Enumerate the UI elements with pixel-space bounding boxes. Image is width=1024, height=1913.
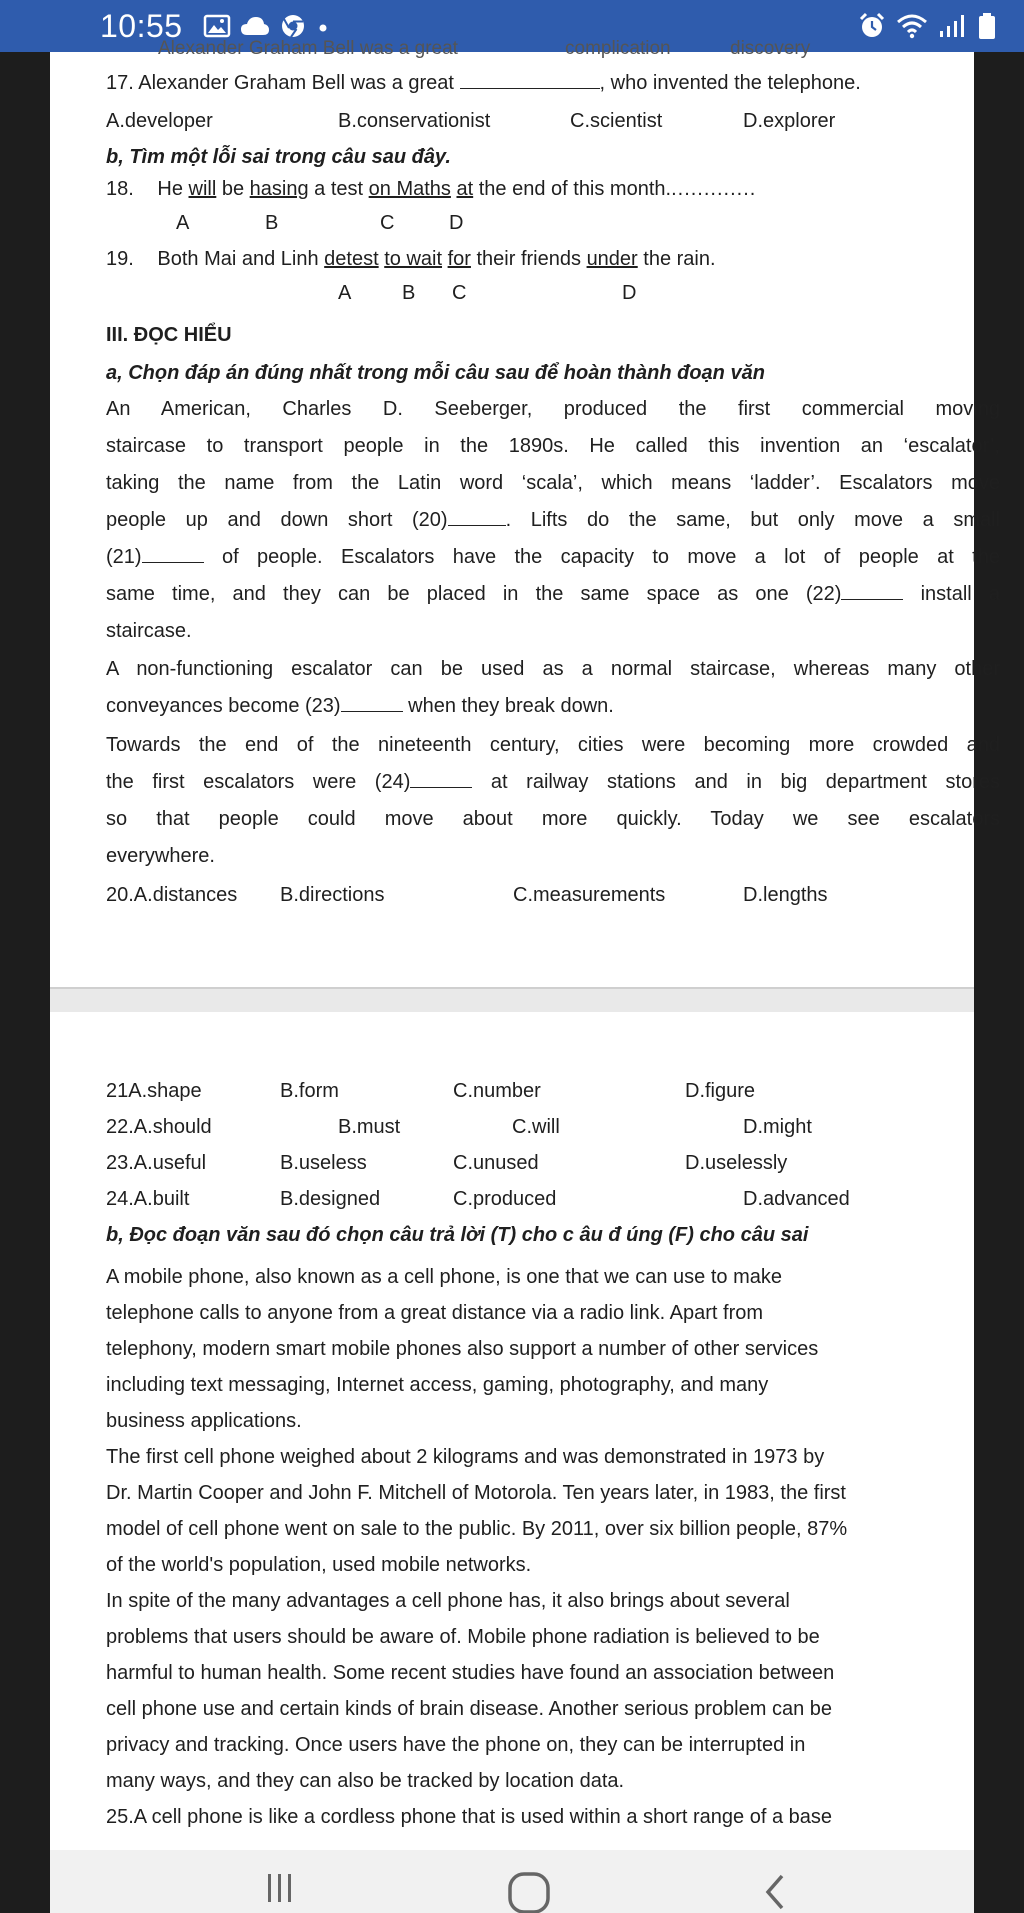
document-page-2[interactable] xyxy=(50,1012,974,1850)
q18-letter-b: B xyxy=(265,212,279,234)
q17-option-d: D.explorer xyxy=(743,110,836,132)
q22-option-b: B.must xyxy=(338,1116,401,1138)
para4-line-3: telephony, modern smart mobile phones also support a number of other services xyxy=(106,1338,819,1360)
para5-line-3: model of cell phone went on sale to the public. By 2011, over six billion people, 87% xyxy=(106,1518,848,1540)
home-icon xyxy=(506,1862,552,1908)
q21-option-a: 21A.shape xyxy=(106,1080,202,1102)
para6-line-2: problems that users should be aware of. Mobile phone radiation is believed to be xyxy=(106,1626,820,1648)
section-3-title: III. ĐỌC HIỂU xyxy=(106,324,232,346)
q21-option-c: C.number xyxy=(453,1080,541,1102)
para6-line-4: cell phone use and certain kinds of brain disease. Another serious problem can be xyxy=(106,1698,833,1720)
q18-letter-d: D xyxy=(449,212,464,234)
q20-option-c: C.measurements xyxy=(513,884,666,906)
gallery-icon xyxy=(204,14,230,38)
para2-line-1: A non-functioning escalator can be used as a normal staircase, whereas many other xyxy=(106,658,1000,680)
q24-option-a: 24.A.built xyxy=(106,1188,190,1210)
q22-option-c: C.will xyxy=(512,1116,560,1138)
question-18: 18. He will be hasing a test on Maths at the end of this month.............. xyxy=(106,178,757,200)
home-button[interactable] xyxy=(506,1862,552,1913)
clock: 10:55 xyxy=(100,8,183,44)
q19-letter-d: D xyxy=(622,282,637,304)
q23-option-d: D.uselessly xyxy=(685,1152,788,1174)
q17-option-a: A.developer xyxy=(106,110,213,132)
question-19: 19. Both Mai and Linh detest to wait for their friends under the rain. xyxy=(106,248,716,270)
recent-apps-icon xyxy=(264,1862,296,1902)
para5-line-4: of the world's population, used mobile networks. xyxy=(106,1554,532,1576)
q24-option-b: B.designed xyxy=(280,1188,381,1210)
q18-letter-c: C xyxy=(380,212,395,234)
q21-option-d: D.figure xyxy=(685,1080,756,1102)
q21-option-b: B.form xyxy=(280,1080,339,1102)
para1-line-1: An American, Charles D. Seeberger, produced the first commercial moving xyxy=(106,398,1000,420)
q19-letter-a: A xyxy=(338,282,352,304)
q22-option-a: 22.A.should xyxy=(106,1116,212,1138)
left-margin xyxy=(0,52,50,1913)
q20-option-d: D.lengths xyxy=(743,884,828,906)
q17-option-c: C.scientist xyxy=(570,110,663,132)
answer-blank xyxy=(460,72,600,89)
q23-option-a: 23.A.useful xyxy=(106,1152,207,1174)
wifi-icon xyxy=(896,13,928,39)
recent-apps-button[interactable] xyxy=(264,1862,296,1907)
para4-line-4: including text messaging, Internet access, gaming, photography, and many xyxy=(106,1374,769,1396)
cut-off-line: Alexander Graham Bell was a great complication discovery xyxy=(158,38,811,59)
signal-icon xyxy=(938,13,968,39)
para3-line-1: Towards the end of the nineteenth century, cities were becoming more crowded and xyxy=(106,734,1000,756)
q23-option-c: C.unused xyxy=(453,1152,539,1174)
q19-letter-b: B xyxy=(402,282,416,304)
document-page-1[interactable] xyxy=(50,38,1000,987)
para4-line-1: A mobile phone, also known as a cell phone, is one that we can use to make xyxy=(106,1266,782,1288)
q19-letter-c: C xyxy=(452,282,467,304)
section-a-title: a, Chọn đáp án đúng nhất trong mỗi câu sau để hoàn thành đoạn văn xyxy=(106,362,765,384)
para1-line-7: staircase. xyxy=(106,620,192,642)
q17-option-b: B.conservationist xyxy=(338,110,491,132)
section-b-title: b, Tìm một lỗi sai trong câu sau đây. xyxy=(106,146,451,168)
back-icon xyxy=(758,1862,790,1908)
para1-line-5: (21) of people. Escalators have the capacity to move a lot of people at the xyxy=(106,546,1000,568)
para5-line-2: Dr. Martin Cooper and John F. Mitchell of Motorola. Ten years later, in 1983, the first xyxy=(106,1482,846,1504)
para4-line-5: business applications. xyxy=(106,1410,302,1432)
para6-line-1: In spite of the many advantages a cell phone has, it also brings about several xyxy=(106,1590,790,1612)
battery-icon xyxy=(978,12,996,40)
para6-line-3: harmful to human health. Some recent studies have found an association between xyxy=(106,1662,835,1684)
para1-line-6: same time, and they can be placed in the same space as one (22) install a xyxy=(106,583,1000,605)
para5-line-1: The first cell phone weighed about 2 kilograms and was demonstrated in 1973 by xyxy=(106,1446,825,1468)
right-margin xyxy=(974,52,1024,1913)
para1-line-3: taking the name from the Latin word ‘scala’, which means ‘ladder’. Escalators move xyxy=(106,472,1000,494)
para1-line-2: staircase to transport people in the 1890s. He called this invention an ‘escalator’, xyxy=(106,435,1000,457)
q23-option-b: B.useless xyxy=(280,1152,367,1174)
question-17: 17. Alexander Graham Bell was a great , who invented the telephone. xyxy=(106,72,861,94)
navigation-bar xyxy=(50,1850,974,1913)
back-button[interactable] xyxy=(758,1862,790,1913)
para3-line-4: everywhere. xyxy=(106,845,215,867)
q24-option-d: D.advanced xyxy=(743,1188,850,1210)
q22-option-d: D.might xyxy=(743,1116,812,1138)
dot-icon xyxy=(316,19,330,33)
para2-line-2: conveyances become (23) when they break down. xyxy=(106,695,614,717)
para6-line-6: many ways, and they can also be tracked by location data. xyxy=(106,1770,625,1792)
q20-option-b: B.directions xyxy=(280,884,385,906)
alarm-icon xyxy=(858,12,886,40)
section-b2-title: b, Đọc đoạn văn sau đó chọn câu trả lời (T) cho c âu đ úng (F) cho câu sai xyxy=(106,1224,809,1246)
q24-option-c: C.produced xyxy=(453,1188,557,1210)
q18-letter-a: A xyxy=(176,212,190,234)
para6-line-5: privacy and tracking. Once users have the phone on, they can be interrupted in xyxy=(106,1734,806,1756)
para4-line-2: telephone calls to anyone from a great distance via a radio link. Apart from xyxy=(106,1302,764,1324)
cloud-icon xyxy=(240,15,270,37)
para3-line-2: the first escalators were (24) at railway stations and in big department stores xyxy=(106,771,1000,793)
para3-line-3: so that people could move about more quickly. Today we see escalators xyxy=(106,808,1000,830)
chrome-icon xyxy=(280,13,306,39)
para1-line-4: people up and down short (20) . Lifts do the same, but only move a small xyxy=(106,509,1000,531)
q20-option-a: 20.A.distances xyxy=(106,884,238,906)
page-separator xyxy=(50,987,974,1012)
status-bar xyxy=(0,0,1024,52)
question-25: 25.A cell phone is like a cordless phone that is used within a short range of a base xyxy=(106,1806,833,1828)
